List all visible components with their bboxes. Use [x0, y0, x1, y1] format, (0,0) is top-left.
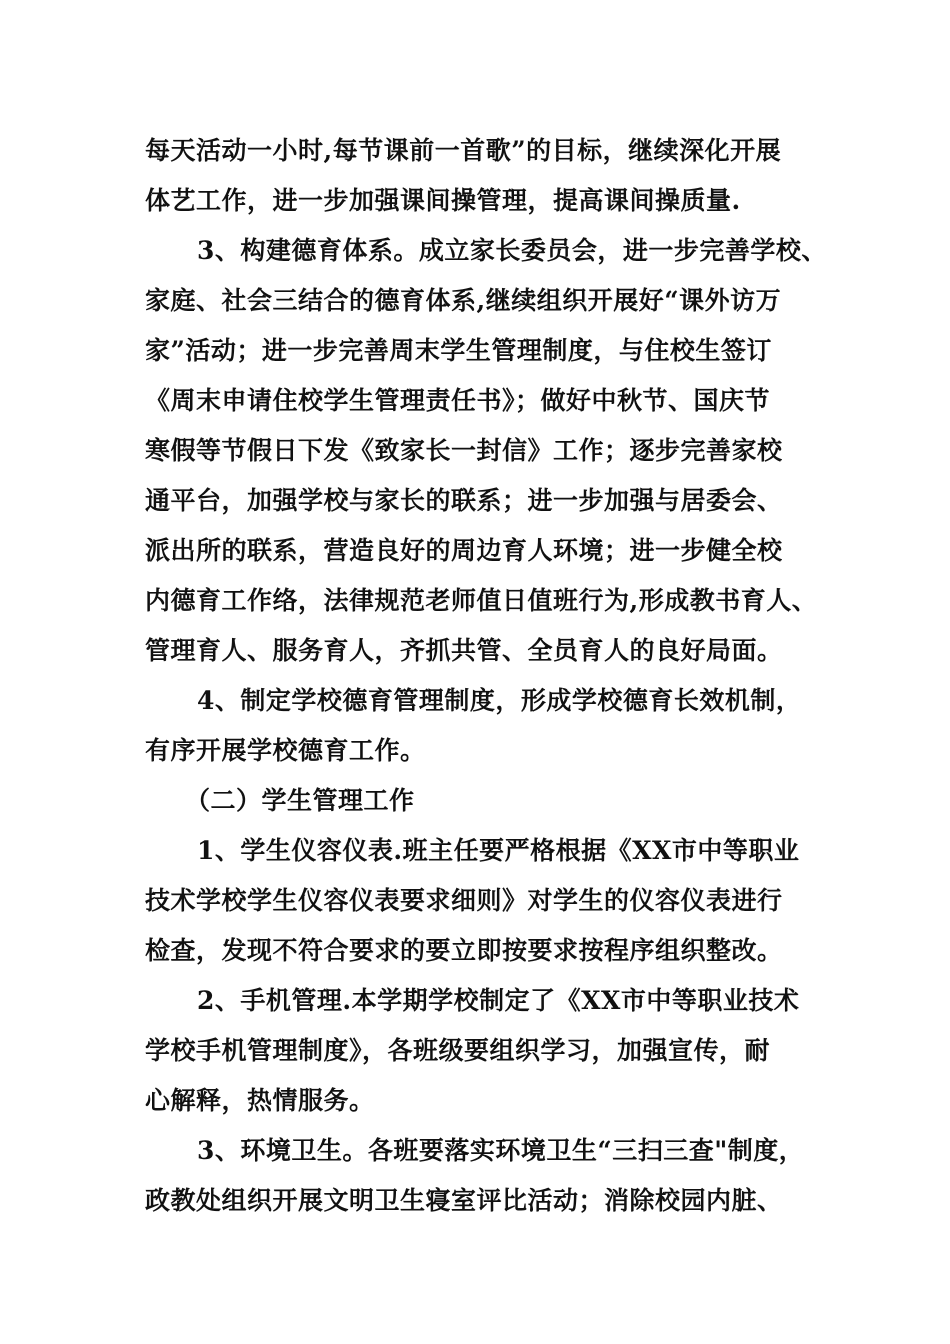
text-line: 政教处组织开展文明卫生寝室评比活动；消除校园内脏、	[145, 1186, 783, 1215]
paragraph-start-line: 1、学生仪容仪表.班主任要严格根据《XX市中等职业	[197, 836, 800, 865]
text-line: 检查，发现不符合要求的要立即按要求按程序组织整改。	[145, 936, 783, 965]
text-line: 派出所的联系，营造良好的周边育人环境；进一步健全校	[145, 536, 783, 565]
text-line: 体艺工作，进一步加强课间操管理，提高课间操质量.	[145, 186, 741, 215]
text-line: 有序开展学校德育工作。	[145, 736, 426, 765]
text-line: 管理育人、服务育人，齐抓共管、全员育人的良好局面。	[145, 636, 783, 665]
section-heading: （二）学生管理工作	[185, 786, 415, 815]
text-line: 技术学校学生仪容仪表要求细则》对学生的仪容仪表进行	[145, 886, 783, 915]
text-line: 家庭、社会三结合的德育体系,继续组织开展好“课外访万	[145, 286, 782, 315]
paragraph-start-line: 2、手机管理.本学期学校制定了《XX市中等职业技术	[197, 986, 800, 1015]
text-line: 内德育工作络，法律规范老师值日值班行为,形成教书育人、	[145, 586, 818, 615]
text-line: 心解释，热情服务。	[145, 1086, 375, 1115]
text-line: 《周末申请住校学生管理责任书》；做好中秋节、国庆节	[145, 386, 771, 415]
body-text	[145, 126, 845, 1226]
text-line: 家”活动；进一步完善周末学生管理制度，与住校生签订	[145, 336, 772, 365]
paragraph-start-line: 3、环境卫生。各班要落实环境卫生“三扫三查"制度，	[197, 1136, 805, 1165]
paragraph-start-line: 3、构建德育体系。成立家长委员会，进一步完善学校、	[197, 236, 827, 265]
paragraph-start-line: 4、制定学校德育管理制度，形成学校德育长效机制，	[197, 686, 802, 715]
text-line: 每天活动一小时,每节课前一首歌”的目标，继续深化开展	[145, 136, 782, 165]
text-line: 寒假等节假日下发《致家长一封信》工作；逐步完善家校	[145, 436, 783, 465]
text-line: 学校手机管理制度》，各班级要组织学习，加强宣传，耐	[145, 1036, 771, 1065]
text-line: 通平台，加强学校与家长的联系；进一步加强与居委会、	[145, 486, 783, 515]
